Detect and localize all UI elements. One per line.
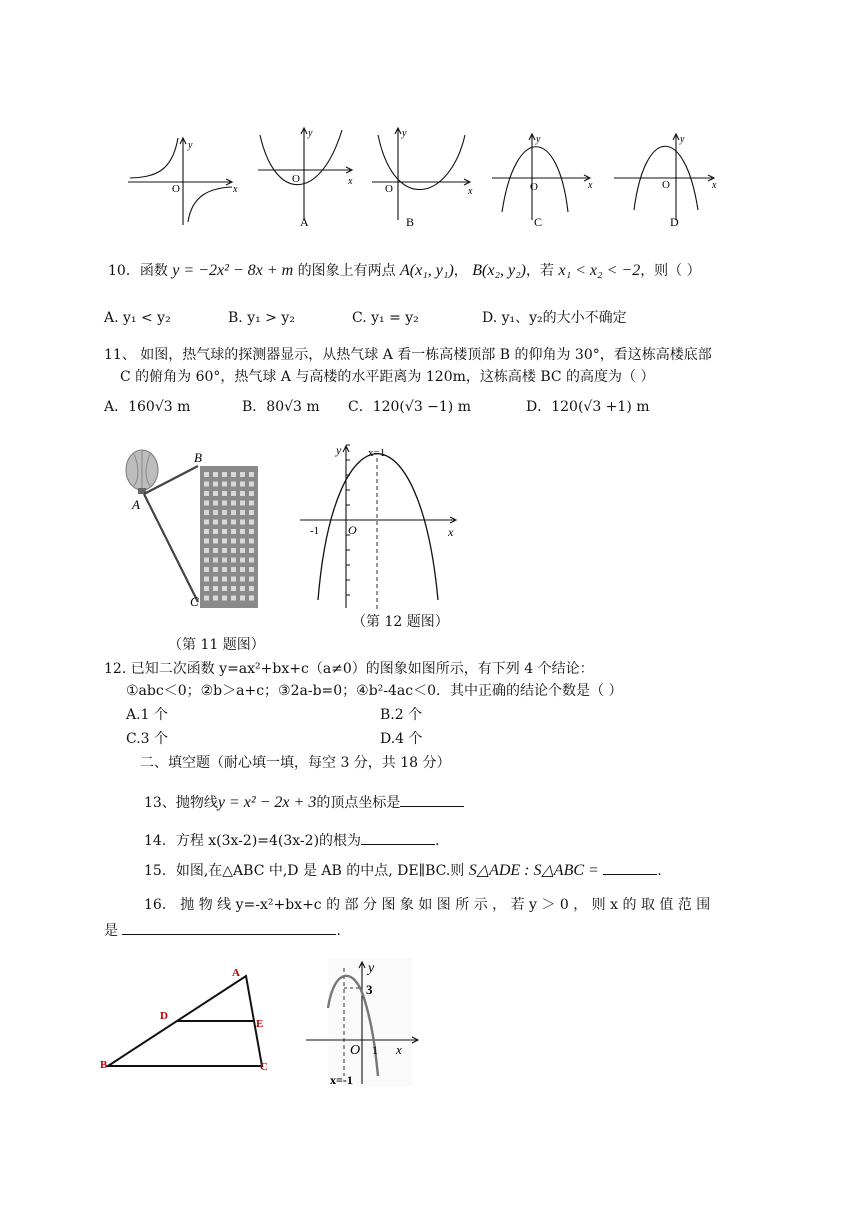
svg-text:O: O [292, 173, 300, 185]
q10-tail: ，则（ ） [640, 263, 701, 279]
q11-option-a: A．160√3 m [104, 399, 191, 415]
q12-option-b: B.2 个 [380, 707, 423, 723]
building-window [231, 482, 236, 487]
building-window [231, 558, 236, 563]
q13-function: y = x² − 2x + 3 [217, 794, 317, 811]
building-window [222, 548, 227, 553]
building-window [249, 510, 254, 515]
q15-end: . [657, 863, 662, 879]
q9-label-c: C [534, 215, 543, 229]
svg-text:y: y [188, 140, 193, 151]
svg-text:O: O [530, 181, 538, 193]
building-window [240, 586, 245, 591]
svg-text:x: x [348, 176, 353, 187]
building-window [249, 596, 254, 601]
q11-figure [118, 448, 268, 613]
building-window [249, 491, 254, 496]
q16-end: . [336, 923, 341, 939]
building-window [249, 558, 254, 563]
tri-label-e: E [256, 1018, 264, 1030]
q10-cond-pre: ，若 [526, 263, 555, 279]
q14-answer-blank[interactable] [361, 830, 435, 845]
building-window [240, 510, 245, 515]
q15-pre: 15．如图,在△ABC 中,D 是 AB 的中点, DE∥BC.则 [144, 863, 465, 879]
building-window [222, 539, 227, 544]
building-window [204, 567, 209, 572]
q10-point-b: B(x₂, y₂) [472, 262, 527, 279]
q11-line-2: C 的俯角为 60°，热气球 A 与高楼的水平距离为 120m，这栋高楼 BC 的高度为（ ） [120, 369, 655, 385]
building-window [240, 529, 245, 534]
building-window [249, 577, 254, 582]
building-window [240, 539, 245, 544]
q9-graphs [120, 120, 730, 235]
q12-x-label: x [448, 525, 454, 539]
building-window [249, 539, 254, 544]
svg-text:x: x [468, 186, 473, 197]
building-window [213, 596, 218, 601]
q12-origin: O [348, 523, 357, 537]
q10-function: y = −2x² − 8x + m [172, 262, 294, 279]
svg-text:x: x [588, 180, 593, 191]
building-window [204, 548, 209, 553]
triangle-figure [96, 962, 276, 1074]
q11-option-d: D．120(√3 +1) m [526, 399, 650, 415]
building-window [222, 596, 227, 601]
q10-option-a: A. y₁ < y₂ [104, 310, 171, 326]
q12-y-label: y [336, 443, 342, 457]
building-window [231, 529, 236, 534]
q16-y-label: y [368, 961, 375, 976]
building-window [231, 577, 236, 582]
building-window [249, 501, 254, 506]
building-window [222, 482, 227, 487]
building-window [240, 596, 245, 601]
q16-x-label: x [396, 1042, 402, 1057]
q16-origin: O [350, 1043, 361, 1058]
building-window [204, 491, 209, 496]
building-window [222, 577, 227, 582]
building-window [231, 501, 236, 506]
building-window [231, 491, 236, 496]
q13-pre: 13、抛物线 [144, 795, 218, 811]
q9-graph-d [614, 134, 714, 220]
q12-option-d: D.4 个 [380, 731, 423, 747]
building-icon [200, 466, 258, 608]
building-window [213, 539, 218, 544]
q11-caption: （第 11 题图） [168, 637, 265, 653]
building-window [204, 558, 209, 563]
q11-option-c: C．120(√3 −1) m [348, 399, 471, 415]
building-window [240, 501, 245, 506]
q12-line-2: ①abc＜0；②b＞a+c；③2a-b=0；④b²-4ac＜0．其中正确的结论个数是（ ） [126, 683, 623, 699]
building-window [222, 586, 227, 591]
q11-label-b: B [194, 450, 202, 465]
q16-pre: 是 [104, 923, 118, 939]
q11-label-c: C [190, 594, 199, 609]
building-window [204, 501, 209, 506]
building-window [204, 510, 209, 515]
building-window [213, 491, 218, 496]
building-window [222, 472, 227, 477]
q16-line-1: 16． 抛 物 线 y=-x²+bx+c 的 部 分 图 象 如 图 所 示 ， 若 y ＞ 0 ， 则 x 的 取 值 范 围 [144, 897, 711, 913]
q9-graph-a [258, 128, 352, 220]
building-window [204, 539, 209, 544]
q11-line-1: 11、 如图，热气球的探测器显示，从热气球 A 看一栋高楼顶部 B 的仰角为 30°，看这栋高楼底部 [104, 347, 712, 363]
q16-figure [304, 958, 422, 1086]
q16-line-2 [104, 920, 341, 940]
q13-post: 的顶点坐标是 [316, 795, 401, 811]
building-window [213, 567, 218, 572]
q10-text: 的图象上有两点 [297, 263, 396, 279]
building-window [249, 529, 254, 534]
balloon-icon [126, 450, 158, 494]
q12-figure [296, 440, 466, 618]
q12-option-c: C.3 个 [126, 731, 169, 747]
svg-text:O: O [172, 183, 180, 195]
building-window [204, 586, 209, 591]
building-window [213, 520, 218, 525]
q10-comma: ， [453, 263, 468, 279]
tri-label-a: A [232, 967, 240, 979]
building-window [231, 539, 236, 544]
building-window [222, 491, 227, 496]
q10-condition: x₁ < x₂ < −2 [558, 262, 641, 279]
tri-label-b: B [100, 1059, 108, 1071]
q9-graph-hyperbola [128, 138, 232, 225]
svg-text:x: x [712, 180, 717, 191]
q12-line-1: 12. 已知二次函数 y=ax²+bx+c（a≠0）的图象如图所示，有下列 4 个结论： [104, 661, 594, 677]
q14-text: 14．方程 x(3x-2)=4(3x-2)的根为 [144, 833, 362, 849]
svg-text:x: x [233, 184, 238, 195]
q13-answer-blank[interactable] [400, 792, 464, 807]
q11-option-b: B．80√3 m [242, 399, 320, 415]
q9-graph-c [492, 134, 590, 220]
q9-label-a: A [300, 215, 309, 229]
q9-graph-b [372, 128, 470, 220]
building-window [222, 529, 227, 534]
building-window [240, 472, 245, 477]
q9-label-b: B [406, 215, 415, 229]
tri-label-c: C [260, 1061, 268, 1073]
q12-axis-label: x=1 [368, 447, 386, 459]
building-window [231, 586, 236, 591]
q10-question [108, 262, 701, 280]
q10-option-d: D. y₁、y₂的大小不确定 [482, 310, 627, 326]
building-window [240, 491, 245, 496]
building-window [222, 520, 227, 525]
q11-label-a: A [132, 497, 140, 512]
building-window [222, 501, 227, 506]
q12-neg-one: -1 [310, 525, 320, 537]
building-window [213, 577, 218, 582]
building-window [222, 567, 227, 572]
building-window [231, 596, 236, 601]
building-window [222, 558, 227, 563]
building-window [249, 520, 254, 525]
building-window [204, 529, 209, 534]
building-window [231, 520, 236, 525]
building-window [204, 482, 209, 487]
building-window [204, 520, 209, 525]
building-window [204, 596, 209, 601]
q15-answer-blank[interactable] [603, 860, 657, 875]
building-window [213, 472, 218, 477]
building-window [213, 548, 218, 553]
building-window [213, 558, 218, 563]
building-window [240, 548, 245, 553]
q12-caption: （第 12 题图） [352, 614, 449, 630]
svg-text:y: y [402, 128, 407, 139]
svg-text:y: y [680, 134, 685, 145]
q10-point-a: A(x₁, y₁) [400, 262, 454, 279]
section-2-heading: 二、填空题（耐心填一填，每空 3 分，共 18 分） [140, 755, 451, 771]
building-window [204, 472, 209, 477]
svg-text:O: O [662, 179, 670, 191]
q16-one: 1 [372, 1043, 378, 1057]
building-window [231, 548, 236, 553]
building-window [213, 501, 218, 506]
building-window [249, 472, 254, 477]
q15-question [144, 860, 662, 880]
building-window [240, 520, 245, 525]
q14-question [144, 830, 440, 850]
building-window [240, 558, 245, 563]
building-window [249, 567, 254, 572]
tri-label-d: D [160, 1010, 168, 1022]
building-window [213, 482, 218, 487]
q14-end: . [435, 833, 440, 849]
q16-answer-blank[interactable] [122, 920, 336, 935]
building-window [213, 510, 218, 515]
svg-text:y: y [536, 134, 541, 145]
svg-text:O: O [385, 183, 393, 195]
building-window [213, 529, 218, 534]
building-window [222, 510, 227, 515]
building-window [231, 510, 236, 515]
q10-option-c: C. y₁ = y₂ [352, 310, 419, 326]
svg-text:y: y [308, 128, 313, 139]
building-window [231, 472, 236, 477]
q12-option-a: A.1 个 [126, 707, 168, 723]
q9-label-d: D [670, 215, 679, 229]
building-window [204, 577, 209, 582]
building-window [249, 482, 254, 487]
building-window [249, 548, 254, 553]
q10-option-b: B. y₁ > y₂ [228, 310, 295, 326]
q16-three: 3 [366, 982, 373, 997]
q16-axis-label: x=-1 [330, 1073, 353, 1086]
building-window [240, 577, 245, 582]
q13-question [144, 792, 464, 812]
building-window [213, 586, 218, 591]
q15-ratio: S△ADE : S△ABC = [468, 862, 599, 879]
building-window [249, 586, 254, 591]
building-window [231, 567, 236, 572]
building-window [240, 482, 245, 487]
building-window [240, 567, 245, 572]
q10-number: 10．函数 [108, 263, 168, 279]
